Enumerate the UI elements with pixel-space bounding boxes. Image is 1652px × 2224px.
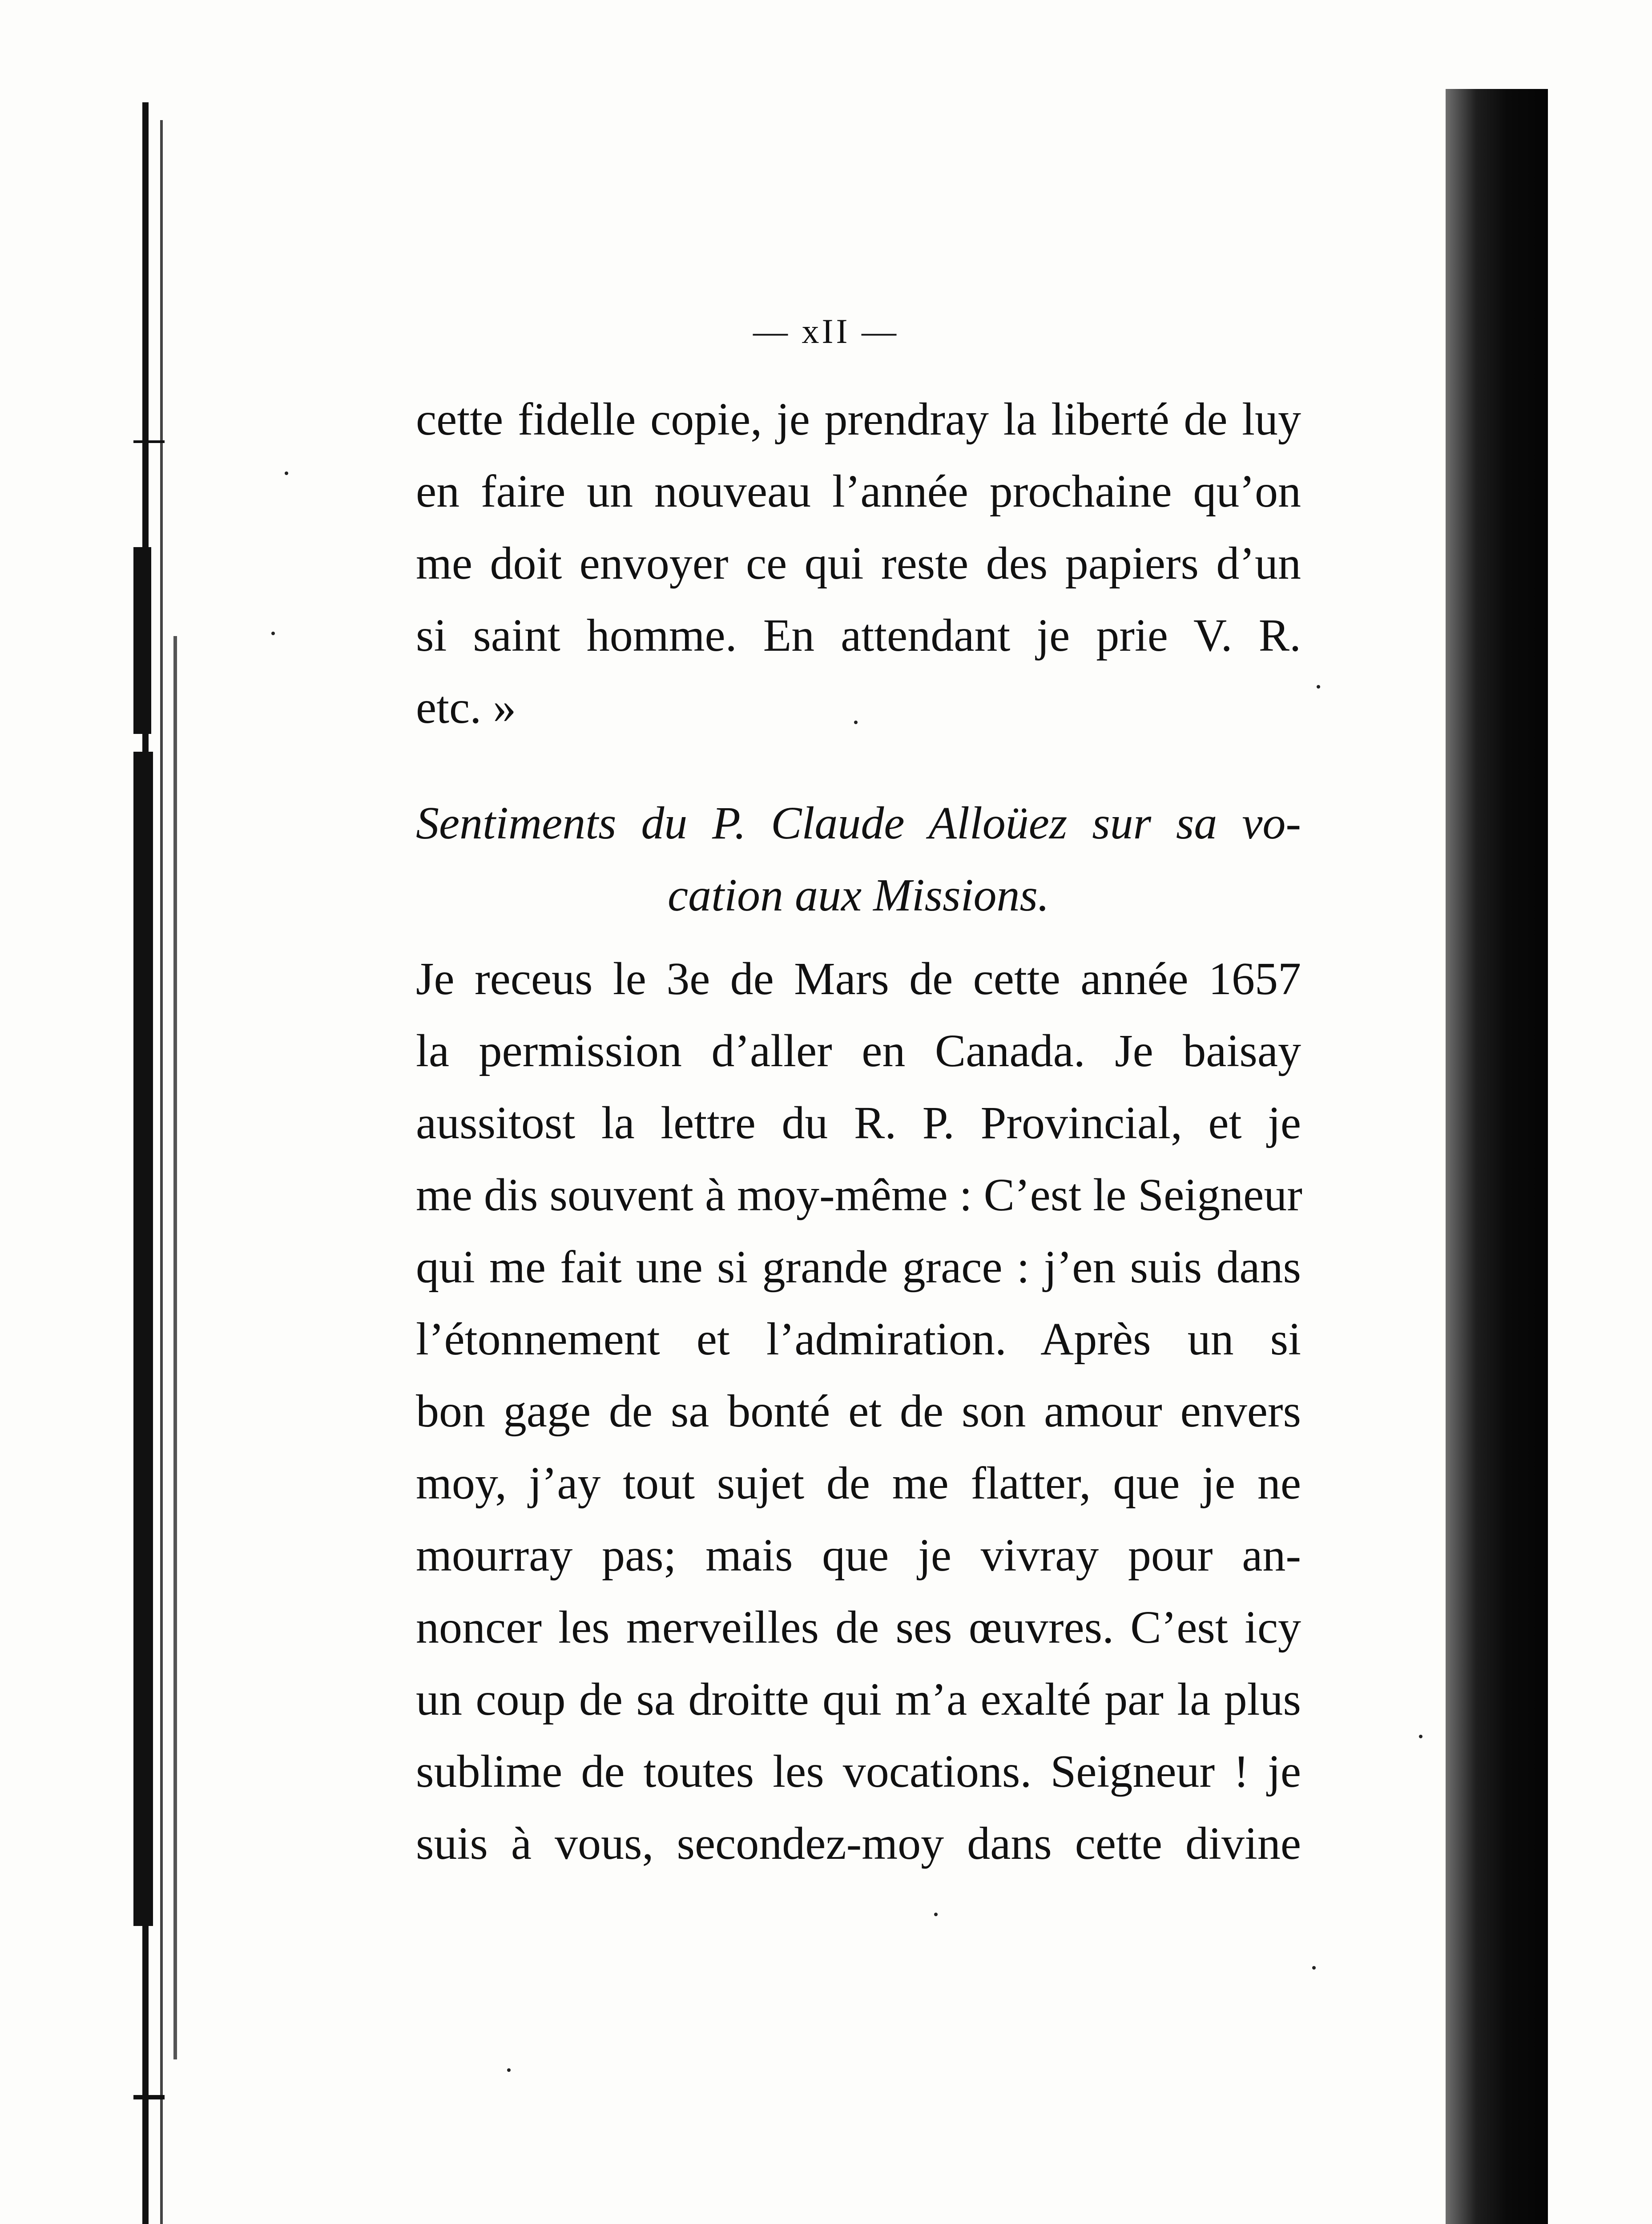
text-line: si saint homme. En attendant je prie V. R. bbox=[416, 610, 1301, 661]
text-line: me dis souvent à moy-même : C’est le Seigneur bbox=[416, 1169, 1302, 1221]
text-line: Je receus le 3e de Mars de cette année 1657 bbox=[416, 953, 1301, 1004]
paragraph-1 bbox=[416, 383, 1301, 744]
running-head: — xII — bbox=[753, 312, 899, 351]
text-line: noncer les merveilles de ses œuvres. C’est icy bbox=[416, 1602, 1301, 1653]
scan-speck bbox=[854, 721, 858, 724]
text-line: suis à vous, secondez-moy dans cette divine bbox=[416, 1818, 1301, 1869]
scan-speck bbox=[285, 471, 288, 475]
text-line: la permission d’aller en Canada. Je baisay bbox=[416, 1025, 1301, 1076]
scan-speck bbox=[271, 632, 275, 635]
scan-speck bbox=[934, 1913, 938, 1916]
text-line: en faire un nouveau l’année prochaine qu’on bbox=[416, 466, 1301, 517]
heading-line: cation aux Missions. bbox=[668, 870, 1049, 921]
text-line: l’étonnement et l’admiration. Après un si bbox=[416, 1313, 1301, 1365]
scan-speck bbox=[1419, 1735, 1422, 1738]
text-line: bon gage de sa bonté et de son amour envers bbox=[416, 1386, 1301, 1437]
text-line: etc. » bbox=[416, 682, 516, 733]
text-line: moy, j’ay tout sujet de me flatter, que je ne bbox=[416, 1458, 1301, 1509]
text-line: qui me fait une si grande grace : j’en suis dans bbox=[416, 1241, 1301, 1293]
scan-speck bbox=[1312, 1966, 1316, 1970]
scan-speck bbox=[1317, 685, 1320, 689]
heading-line: Sentiments du P. Claude Alloüez sur sa vo- bbox=[416, 798, 1301, 849]
section-heading bbox=[416, 787, 1301, 931]
text-line: cette fidelle copie, je prendray la liberté de luy bbox=[416, 394, 1301, 445]
scan-speck bbox=[507, 2068, 511, 2072]
paragraph-2 bbox=[416, 943, 1301, 1880]
binding-gutter bbox=[133, 102, 191, 2224]
page-edge-shadow bbox=[1446, 89, 1548, 2224]
text-line: mourray pas; mais que je vivray pour an- bbox=[416, 1530, 1301, 1581]
text-line: un coup de sa droitte qui m’a exalté par la plus bbox=[416, 1674, 1301, 1725]
text-line: aussitost la lettre du R. P. Provincial, et je bbox=[416, 1097, 1301, 1148]
text-line: me doit envoyer ce qui reste des papiers d’un bbox=[416, 538, 1301, 589]
text-line: sublime de toutes les vocations. Seigneur ! je bbox=[416, 1746, 1301, 1797]
